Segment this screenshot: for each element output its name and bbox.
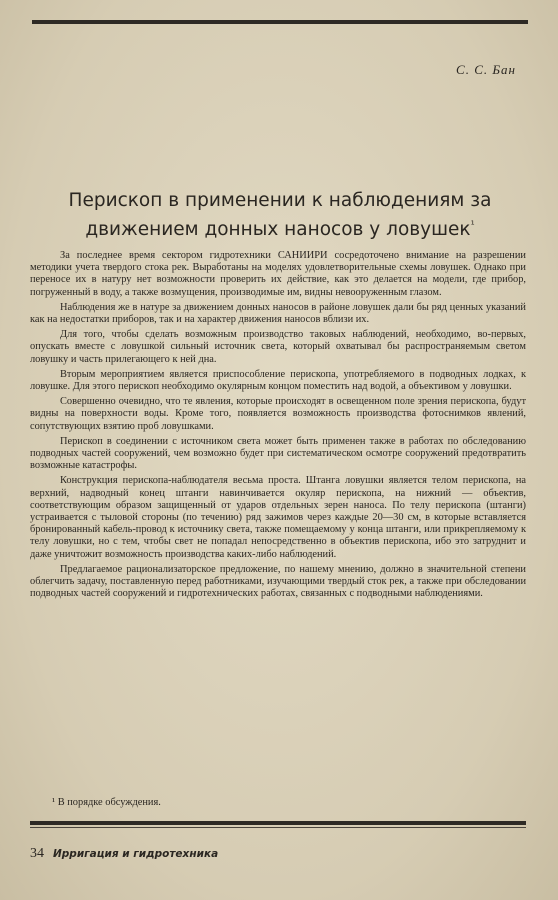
top-rule <box>32 20 528 24</box>
paragraph: Для того, чтобы сделать возможным производство таковых наблюдений, необходимо, во-первых, опускать вместе с ловушкой сильный источник света, который охватывал бы распространяемым светом ловушку и часть прилегающего к ней дна. <box>30 329 526 365</box>
paragraph: Конструкция перископа-наблюдателя весьма проста. Штанга ловушки является телом перископа, на верхний, надводный конец штанги навинчивается окуляр перископа, на нижний — объектив, соответствующим образом защищенный от ударов отдельных зерен наноса. По телу перископа (штанги) устраивается с тыловой стороны (по течению) ряд зажимов через каждые 20—30 см, в которые вставляется бронированный кабель-провод к источнику света, также помещаемому у конца штанги, или прикрепляемому к телу ловушки, но с тем, чтобы свет не попадал непосредственно в объектив перископа, ибо это затруднит и даже уничтожит возможность производства каких-либо наблюдений. <box>30 475 526 560</box>
bottom-rule-thin <box>30 827 526 828</box>
article-title <box>30 188 530 242</box>
paragraph: Перископ в соединении с источником света может быть применен также в работах по обследованию подводных частей сооружений, чем возможно будет при систематическом осмотре сооружений предотвратить возможные катастрофы. <box>30 435 526 472</box>
page-footer <box>30 846 218 862</box>
title-line-2: движением донных наносов у ловушек <box>85 219 471 241</box>
article-body <box>30 250 526 603</box>
journal-name: Ирригация и гидротехника <box>53 848 219 860</box>
title-line-1: Перископ в применении к наблюдениям за <box>68 190 492 211</box>
title-footnote-mark: ¹ <box>470 220 475 231</box>
paragraph: За последнее время сектором гидротехники САНИИРИ сосредоточено внимание на разрешении методики учета твердого стока рек. Выработаны на моделях удовлетворительные схемы ловушек. Однако при переносе их в натуру нет возможности проверить их действие, как это делается на модели, где прибор, погруженный в воду, а также возмущения, производимые им, видны невооруженным глазом. <box>30 250 526 298</box>
page-number: 34 <box>30 846 44 861</box>
paragraph: Предлагаемое рационализаторское предложение, по нашему мнению, должно в значительной степени облегчить задачу, поставленную перед работниками, изучающими твердый сток рек, а также при обследовании подводных частей сооружений и гидротехнических работах, связанных с подводными наблюдениями. <box>30 563 526 600</box>
paragraph: Совершенно очевидно, что те явления, которые происходят в освещенном поле зрения перископа, будут видны на поверхности воды. Кроме того, появляется возможность производства фотоснимков явлений, сопутствующих взятию проб ловушками. <box>30 396 526 432</box>
paragraph: Наблюдения же в натуре за движением донных наносов в районе ловушек дали бы ряд ценных указаний как на недостатки приборов, так и на характер движения наносов вблизи их. <box>30 301 526 326</box>
bottom-rule <box>30 821 526 825</box>
article-author: С. С. Бан <box>456 62 516 77</box>
paragraph: Вторым мероприятием является приспособление перископа, употребляемого в подводных лодках, к ловушке. Для этого перископ необходимо окулярным концом поместить над водой, а объективом у ловушки. <box>30 368 526 393</box>
footnote: ¹ В порядке обсуждения. <box>52 797 161 808</box>
